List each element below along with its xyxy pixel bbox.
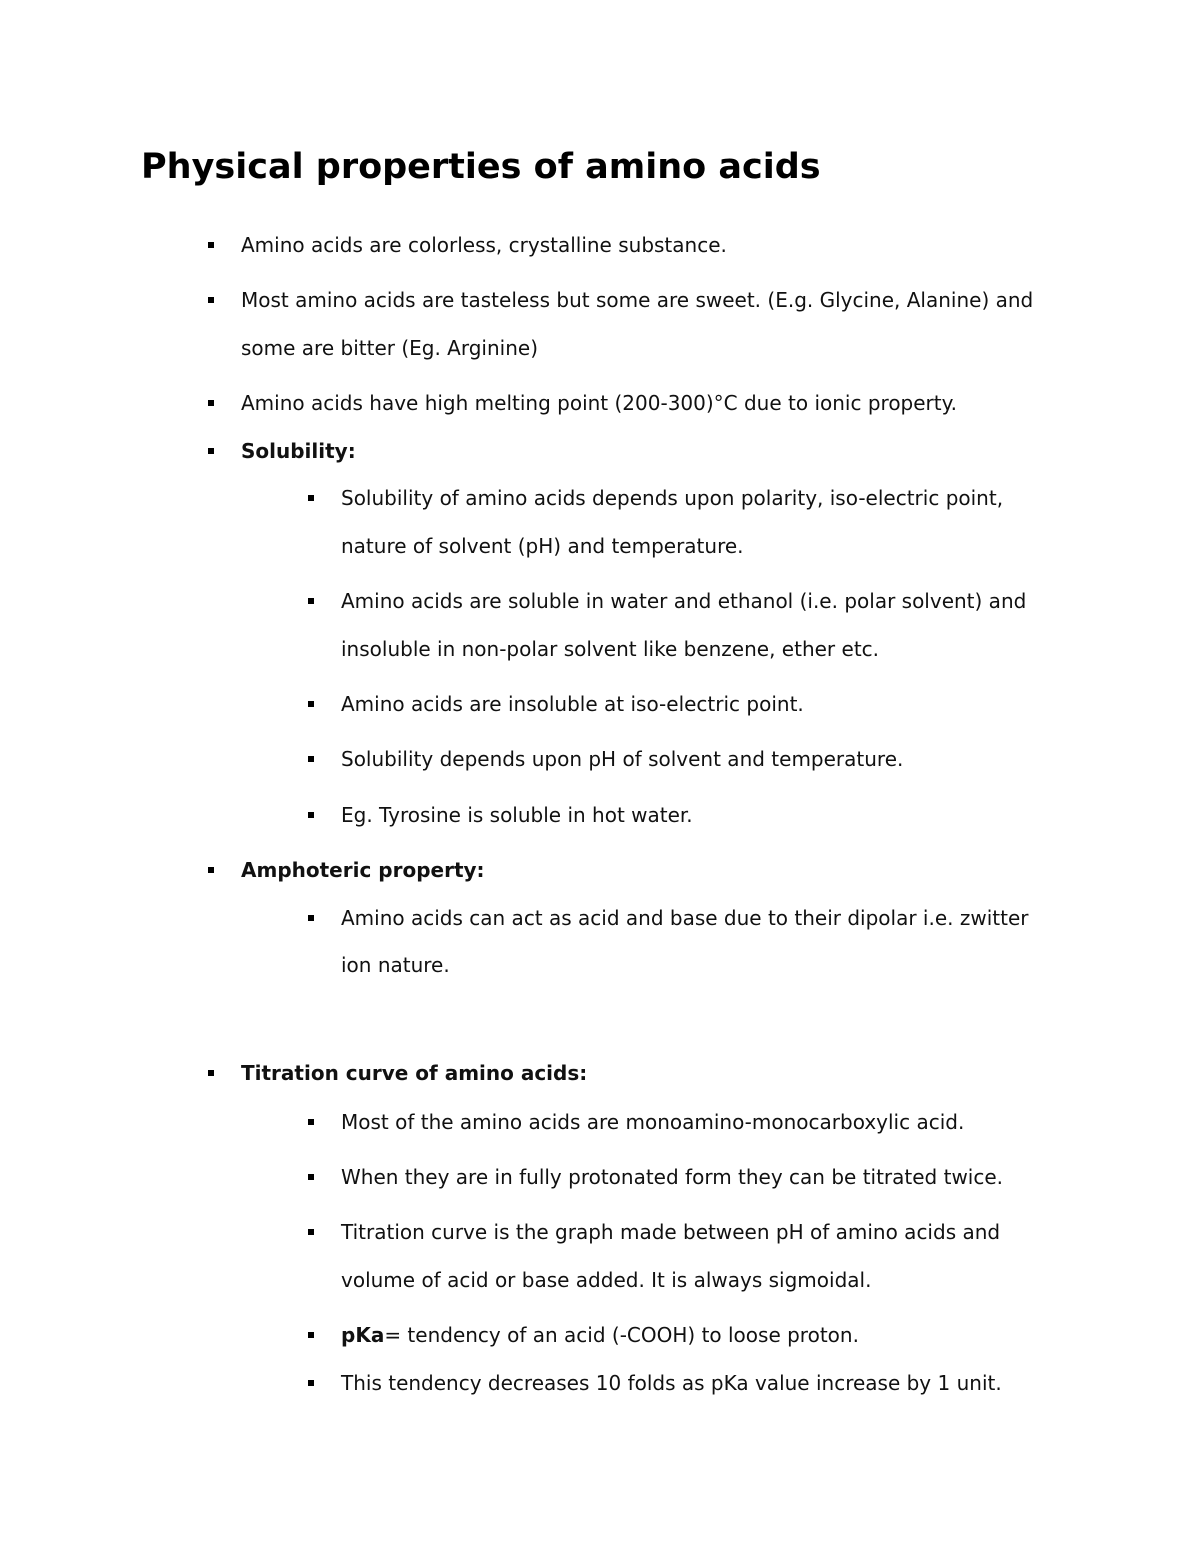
- list-item-text: Solubility of amino acids depends upon polarity, iso-electric point,: [341, 486, 1004, 510]
- list-item-text: Most of the amino acids are monoamino-monocarboxylic acid.: [341, 1110, 965, 1134]
- section-heading-amphoteric: [241, 856, 485, 884]
- sub-list-item: [341, 484, 1003, 512]
- sub-list-item: [341, 1108, 964, 1136]
- bullet-icon: [308, 1380, 314, 1386]
- sub-list-item: [341, 1163, 1003, 1191]
- list-item-text: volume of acid or base added. It is always sigmoidal.: [341, 1268, 872, 1292]
- bullet-icon: [308, 495, 314, 501]
- sub-list-item: [341, 1218, 1000, 1246]
- list-item-text: Titration curve is the graph made between pH of amino acids and: [341, 1220, 1001, 1244]
- bullet-icon: [208, 297, 214, 303]
- list-item-text: = tendency of an acid (-COOH) to loose proton.: [384, 1323, 859, 1347]
- list-item-text: insoluble in non-polar solvent like benzene, ether etc.: [341, 637, 880, 661]
- sub-list-item: [341, 745, 903, 773]
- list-item-text: Amino acids can act as acid and base due to their dipolar i.e. zwitter: [341, 906, 1029, 930]
- list-item-text: some are bitter (Eg. Arginine): [241, 336, 538, 360]
- list-item-text: This tendency decreases 10 folds as pKa value increase by 1 unit.: [341, 1371, 1002, 1395]
- list-item-continuation: [241, 334, 538, 362]
- sub-list-item-continuation: [341, 951, 450, 979]
- bullet-icon: [308, 915, 314, 921]
- bullet-icon: [308, 701, 314, 707]
- bullet-icon: [308, 812, 314, 818]
- sub-list-item-continuation: [341, 635, 879, 663]
- sub-list-item: [341, 904, 1028, 932]
- bullet-icon: [308, 1332, 314, 1338]
- bullet-icon: [208, 448, 214, 454]
- bullet-icon: [308, 598, 314, 604]
- sub-list-item: [341, 801, 693, 829]
- section-heading-text: Solubility:: [241, 439, 356, 463]
- bullet-icon: [308, 1119, 314, 1125]
- section-heading-text: Amphoteric property:: [241, 858, 485, 882]
- bullet-icon: [208, 867, 214, 873]
- section-heading-text: Titration curve of amino acids:: [241, 1061, 588, 1085]
- list-item-text: Amino acids are colorless, crystalline substance.: [241, 233, 727, 257]
- list-item-text: Amino acids are insoluble at iso-electric point.: [341, 692, 804, 716]
- list-item-text: Amino acids are soluble in water and ethanol (i.e. polar solvent) and: [341, 589, 1027, 613]
- bullet-icon: [208, 1070, 214, 1076]
- bullet-icon: [208, 400, 214, 406]
- page-title: Physical properties of amino acids: [141, 147, 821, 187]
- sub-list-item: [341, 690, 804, 718]
- sub-list-item: [341, 587, 1026, 615]
- section-heading-titration: [241, 1059, 587, 1087]
- list-item-text: Solubility depends upon pH of solvent and temperature.: [341, 747, 904, 771]
- list-item: [241, 389, 957, 417]
- bullet-icon: [308, 756, 314, 762]
- sub-list-item-continuation: [341, 532, 744, 560]
- sub-list-item: [341, 1369, 1002, 1397]
- list-item-text: ion nature.: [341, 953, 450, 977]
- list-item-text: Eg. Tyrosine is soluble in hot water.: [341, 803, 693, 827]
- list-item-text: Most amino acids are tasteless but some are sweet. (E.g. Glycine, Alanine) and: [241, 288, 1034, 312]
- section-heading-solubility: [241, 437, 356, 465]
- list-item: [241, 286, 1033, 314]
- bullet-icon: [308, 1174, 314, 1180]
- bullet-icon: [308, 1229, 314, 1235]
- list-item-text: Amino acids have high melting point (200-300)°C due to ionic property.: [241, 391, 957, 415]
- list-item: [241, 231, 727, 259]
- bullet-icon: [208, 242, 214, 248]
- sub-list-item: [341, 1321, 859, 1349]
- list-item-text: nature of solvent (pH) and temperature.: [341, 534, 744, 558]
- term-pka: pKa: [341, 1323, 385, 1347]
- sub-list-item-continuation: [341, 1266, 871, 1294]
- list-item-text: When they are in fully protonated form they can be titrated twice.: [341, 1165, 1004, 1189]
